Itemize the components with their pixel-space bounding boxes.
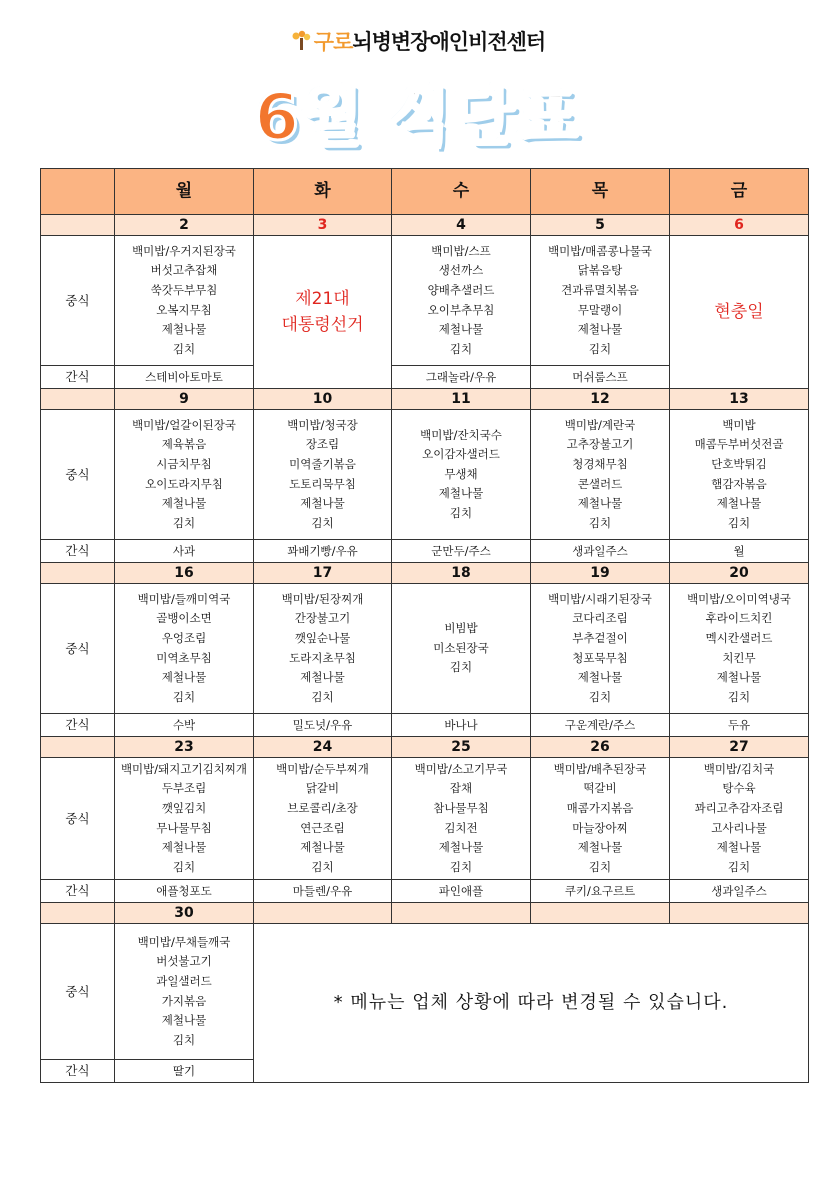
menu-item: 치킨무: [722, 650, 756, 665]
date-cell: 27: [670, 737, 809, 758]
lunch-menu-cell: [115, 410, 254, 540]
menu-item: 백미밥/우거지된장국: [132, 243, 236, 258]
title-rest: 식단표: [364, 81, 581, 155]
menu-item: 김치: [172, 341, 196, 356]
lunch-row: [41, 410, 809, 540]
snack-label: 간식: [41, 366, 115, 389]
menu-item: 양배추샐러드: [427, 282, 495, 297]
menu-item: 햄감자볶음: [711, 476, 767, 491]
menu-item: 김치: [449, 859, 473, 874]
menu-item: 김치: [172, 1032, 196, 1047]
menu-item: 견과류멸치볶음: [561, 282, 639, 297]
date-cell: 13: [670, 389, 809, 410]
date-cell: 11: [392, 389, 531, 410]
date-cell-empty: [670, 903, 809, 924]
menu-item: 김치: [449, 660, 473, 675]
menu-item: 백미밥/들깨미역국: [137, 591, 231, 606]
snack-label: 간식: [41, 1060, 115, 1083]
menu-item: 시금치무침: [156, 456, 212, 471]
snack-cell: 생과일주스: [670, 880, 809, 903]
menu-item: 백미밥/김치국: [703, 761, 775, 776]
snack-cell: 사과: [115, 540, 254, 563]
date-cell-empty: [254, 903, 392, 924]
menu-item: 백미밥/스프: [431, 243, 491, 258]
menu-item: 꽈리고추감자조림: [694, 800, 784, 815]
menu-item: 제철나물: [438, 840, 484, 855]
snack-cell: 월: [670, 540, 809, 563]
date-row: [41, 215, 809, 236]
menu-item: 닭볶음탕: [577, 263, 623, 278]
lunch-row: [41, 584, 809, 714]
org-name: [0, 26, 835, 56]
lunch-menu-cell: [670, 584, 809, 714]
page-header: [0, 0, 835, 165]
lunch-menu-cell: [670, 758, 809, 880]
menu-item: 쑥갓두부무침: [150, 282, 218, 297]
menu-item: 김치: [311, 859, 334, 874]
menu-item: 제철나물: [716, 840, 762, 855]
lunch-menu-cell: [115, 758, 254, 880]
lunch-label: 중식: [41, 410, 115, 540]
date-row: [41, 563, 809, 584]
snack-cell: 구운계란/주스: [531, 714, 670, 737]
menu-item: 백미밥/돼지고기김치찌개: [120, 761, 248, 776]
menu-item: 참나물무침: [433, 800, 489, 815]
menu-item: 김치: [727, 859, 751, 874]
date-cell: 3: [254, 215, 392, 236]
snack-cell: 쿠키/요구르트: [531, 880, 670, 903]
snack-row: [41, 880, 809, 903]
menu-item: 제철나물: [577, 322, 623, 337]
menu-item: 가지볶음: [161, 993, 207, 1008]
menu-item: 제철나물: [161, 496, 207, 511]
menu-item: 제철나물: [161, 1013, 207, 1028]
menu-item: 깻잎김치: [161, 800, 207, 815]
menu-item: 김치전: [444, 820, 478, 835]
lunch-menu-cell: [115, 236, 254, 366]
lunch-menu-cell: [392, 758, 531, 880]
menu-item: 백미밥/잔치국수: [420, 427, 502, 442]
date-cell: 2: [115, 215, 254, 236]
menu-item: 마늘장아찌: [572, 820, 628, 835]
date-cell: 19: [531, 563, 670, 584]
menu-item: 백미밥: [722, 417, 756, 432]
snack-cell: 그래놀라/우유: [392, 366, 531, 389]
snack-cell: 파인애플: [392, 880, 531, 903]
menu-item: 제철나물: [300, 840, 345, 855]
menu-item: 오복지무침: [156, 302, 212, 317]
menu-item: 김치: [727, 515, 751, 530]
lunch-menu-cell: [670, 410, 809, 540]
menu-item: 간장불고기: [294, 611, 351, 626]
menu-item: 잡채: [449, 781, 473, 796]
menu-item: 백미밥/순두부찌개: [276, 761, 369, 776]
menu-item: 코다리조림: [572, 611, 628, 626]
lunch-label: 중식: [41, 584, 115, 714]
menu-item: 멕시칸샐러드: [705, 630, 773, 645]
snack-cell: 두유: [670, 714, 809, 737]
menu-item: 제철나물: [300, 670, 345, 685]
menu-item: 연근조림: [300, 820, 345, 835]
menu-item: 김치: [449, 505, 473, 520]
menu-item: 우엉조림: [161, 630, 207, 645]
menu-item: 김치: [449, 341, 473, 356]
lunch-menu-cell: [531, 584, 670, 714]
date-cell: 18: [392, 563, 531, 584]
org-name-rest: 뇌병변장애인비전센터: [352, 30, 546, 54]
menu-item: 오이도라지무침: [145, 476, 223, 491]
date-cell: 4: [392, 215, 531, 236]
menu-item: 무나물무침: [156, 820, 212, 835]
date-corner: [41, 563, 115, 584]
day-header: 화: [254, 169, 392, 215]
menu-item: 제철나물: [577, 840, 623, 855]
date-cell: 12: [531, 389, 670, 410]
snack-cell: 군만두/주스: [392, 540, 531, 563]
menu-item: 백미밥/소고기무국: [414, 761, 508, 776]
menu-item: 도라지초무침: [289, 650, 356, 665]
date-corner: [41, 215, 115, 236]
date-cell: 30: [115, 903, 254, 924]
menu-item: 미역줄기볶음: [289, 456, 356, 471]
menu-item: 청경채무침: [572, 456, 628, 471]
snack-cell: 수박: [115, 714, 254, 737]
day-header: 금: [670, 169, 809, 215]
menu-item: 백미밥/매콤콩나물국: [548, 243, 652, 258]
snack-label: 간식: [41, 880, 115, 903]
menu-item: 제철나물: [161, 322, 207, 337]
date-cell: 10: [254, 389, 392, 410]
menu-item: 제철나물: [161, 840, 207, 855]
menu-item: 제철나물: [577, 496, 623, 511]
lunch-menu-cell: [115, 584, 254, 714]
menu-item: 백미밥/시래기된장국: [548, 591, 652, 606]
menu-item: 제철나물: [716, 496, 762, 511]
menu-item: 오이감자샐러드: [422, 447, 500, 462]
menu-item: 제철나물: [438, 486, 484, 501]
snack-row: [41, 540, 809, 563]
menu-item: 매콤가지볶음: [566, 800, 634, 815]
menu-item: 김치: [588, 341, 612, 356]
snack-cell: 생과일주스: [531, 540, 670, 563]
lunch-row: [41, 924, 809, 1060]
date-cell: 5: [531, 215, 670, 236]
snack-cell: 애플청포도: [115, 880, 254, 903]
lunch-menu-cell: [392, 410, 531, 540]
date-cell: 6: [670, 215, 809, 236]
menu-item: 제철나물: [577, 670, 623, 685]
menu-item: 제철나물: [161, 670, 207, 685]
date-corner: [41, 903, 115, 924]
snack-cell: 마들렌/우유: [254, 880, 392, 903]
day-header: 목: [531, 169, 670, 215]
date-cell: 23: [115, 737, 254, 758]
menu-item: 미소된장국: [433, 640, 489, 655]
snack-cell: 바나나: [392, 714, 531, 737]
date-row: [41, 903, 809, 924]
page-title: [0, 66, 835, 158]
menu-change-notice: * 메뉴는 업체 상황에 따라 변경될 수 있습니다.: [254, 924, 809, 1083]
date-corner: [41, 737, 115, 758]
snack-row: [41, 714, 809, 737]
menu-item: 미역초무침: [156, 650, 212, 665]
menu-item: 제철나물: [716, 670, 762, 685]
date-row: [41, 389, 809, 410]
menu-item: 단호박튀김: [711, 456, 767, 471]
date-row: [41, 737, 809, 758]
snack-cell: 딸기: [115, 1060, 254, 1083]
menu-item: 백미밥/얼갈이된장국: [132, 417, 236, 432]
snack-label: 간식: [41, 540, 115, 563]
menu-item: 백미밥/청국장: [287, 417, 358, 432]
lunch-menu-cell: [531, 410, 670, 540]
menu-item: 김치: [588, 689, 612, 704]
org-name-highlight: 구로: [313, 30, 353, 54]
menu-item: 무생채: [444, 466, 478, 481]
menu-item: 백미밥/계란국: [564, 417, 636, 432]
menu-item: 김치: [172, 859, 196, 874]
menu-item: 백미밥/배추된장국: [553, 761, 647, 776]
holiday-cell: [670, 236, 809, 389]
menu-item: 김치: [727, 689, 751, 704]
day-header-row: [41, 169, 809, 215]
holiday-text: 제21대: [295, 289, 350, 309]
menu-item: 백미밥/된장찌개: [281, 591, 364, 606]
day-header: 수: [392, 169, 531, 215]
menu-item: 청포묵무침: [572, 650, 628, 665]
snack-cell: 스테비아토마토: [115, 366, 254, 389]
menu-item: 백미밥/무채들깨국: [137, 934, 231, 949]
menu-item: 과일샐러드: [156, 973, 212, 988]
menu-item: 제철나물: [438, 322, 484, 337]
tree-logo-icon: [290, 30, 312, 52]
menu-item: 깻잎순나물: [294, 630, 351, 645]
lunch-row: [41, 758, 809, 880]
menu-item: 김치: [311, 689, 334, 704]
menu-item: 도토리묵무침: [289, 476, 356, 491]
holiday-text: 대통령선거: [281, 315, 364, 335]
holiday-cell: [254, 236, 392, 389]
date-corner: [41, 389, 115, 410]
menu-item: 김치: [588, 859, 612, 874]
menu-item: 닭갈비: [305, 781, 340, 796]
menu-item: 버섯고추잡채: [150, 263, 218, 278]
title-month: 6월: [254, 81, 365, 155]
lunch-menu-cell: [392, 236, 531, 366]
lunch-menu-cell: [115, 924, 254, 1060]
lunch-label: 중식: [41, 924, 115, 1060]
menu-item: 생선까스: [438, 263, 484, 278]
menu-item: 브로콜리/초장: [287, 800, 358, 815]
lunch-menu-cell: [254, 410, 392, 540]
day-header: 월: [115, 169, 254, 215]
menu-item: 떡갈비: [583, 781, 617, 796]
lunch-label: 중식: [41, 236, 115, 366]
lunch-menu-cell: [254, 584, 392, 714]
snack-cell: 머쉬룸스프: [531, 366, 670, 389]
menu-item: 버섯불고기: [156, 954, 212, 969]
lunch-menu-cell: [254, 758, 392, 880]
lunch-menu-cell: [531, 758, 670, 880]
menu-item: 장조림: [305, 437, 340, 452]
menu-item: 김치: [311, 515, 334, 530]
menu-table: [40, 168, 809, 1083]
date-cell: 9: [115, 389, 254, 410]
snack-cell: 꽈배기빵/우유: [254, 540, 392, 563]
menu-item: 후라이드치킨: [705, 611, 773, 626]
menu-item: 매콤두부버섯전골: [694, 437, 784, 452]
menu-item: 김치: [172, 515, 196, 530]
menu-item: 오이부추무침: [427, 302, 495, 317]
date-cell: 20: [670, 563, 809, 584]
snack-label: 간식: [41, 714, 115, 737]
menu-item: 부추겉절이: [572, 630, 628, 645]
menu-item: 골뱅이소면: [156, 611, 212, 626]
menu-item: 김치: [588, 515, 612, 530]
menu-item: 고추장불고기: [566, 437, 634, 452]
lunch-menu-cell: [531, 236, 670, 366]
menu-item: 콘샐러드: [577, 476, 623, 491]
menu-item: 백미밥/오이미역냉국: [687, 591, 791, 606]
holiday-text: 현충일: [714, 302, 764, 322]
menu-item: 무말랭이: [577, 302, 623, 317]
lunch-label: 중식: [41, 758, 115, 880]
menu-item: 고사리나물: [711, 820, 767, 835]
date-cell: 16: [115, 563, 254, 584]
date-cell-empty: [392, 903, 531, 924]
menu-item: 김치: [172, 689, 196, 704]
menu-item: 비빔밥: [444, 621, 478, 636]
date-cell-empty: [531, 903, 670, 924]
menu-item: 탕수육: [722, 781, 756, 796]
header-corner: [41, 169, 115, 215]
date-cell: 24: [254, 737, 392, 758]
date-cell: 26: [531, 737, 670, 758]
snack-cell: 밀도넛/우유: [254, 714, 392, 737]
menu-item: 두부조림: [161, 781, 207, 796]
menu-item: 제육볶음: [161, 437, 207, 452]
date-cell: 17: [254, 563, 392, 584]
lunch-menu-cell: [392, 584, 531, 714]
lunch-row: [41, 236, 809, 366]
menu-item: 제철나물: [300, 496, 345, 511]
date-cell: 25: [392, 737, 531, 758]
